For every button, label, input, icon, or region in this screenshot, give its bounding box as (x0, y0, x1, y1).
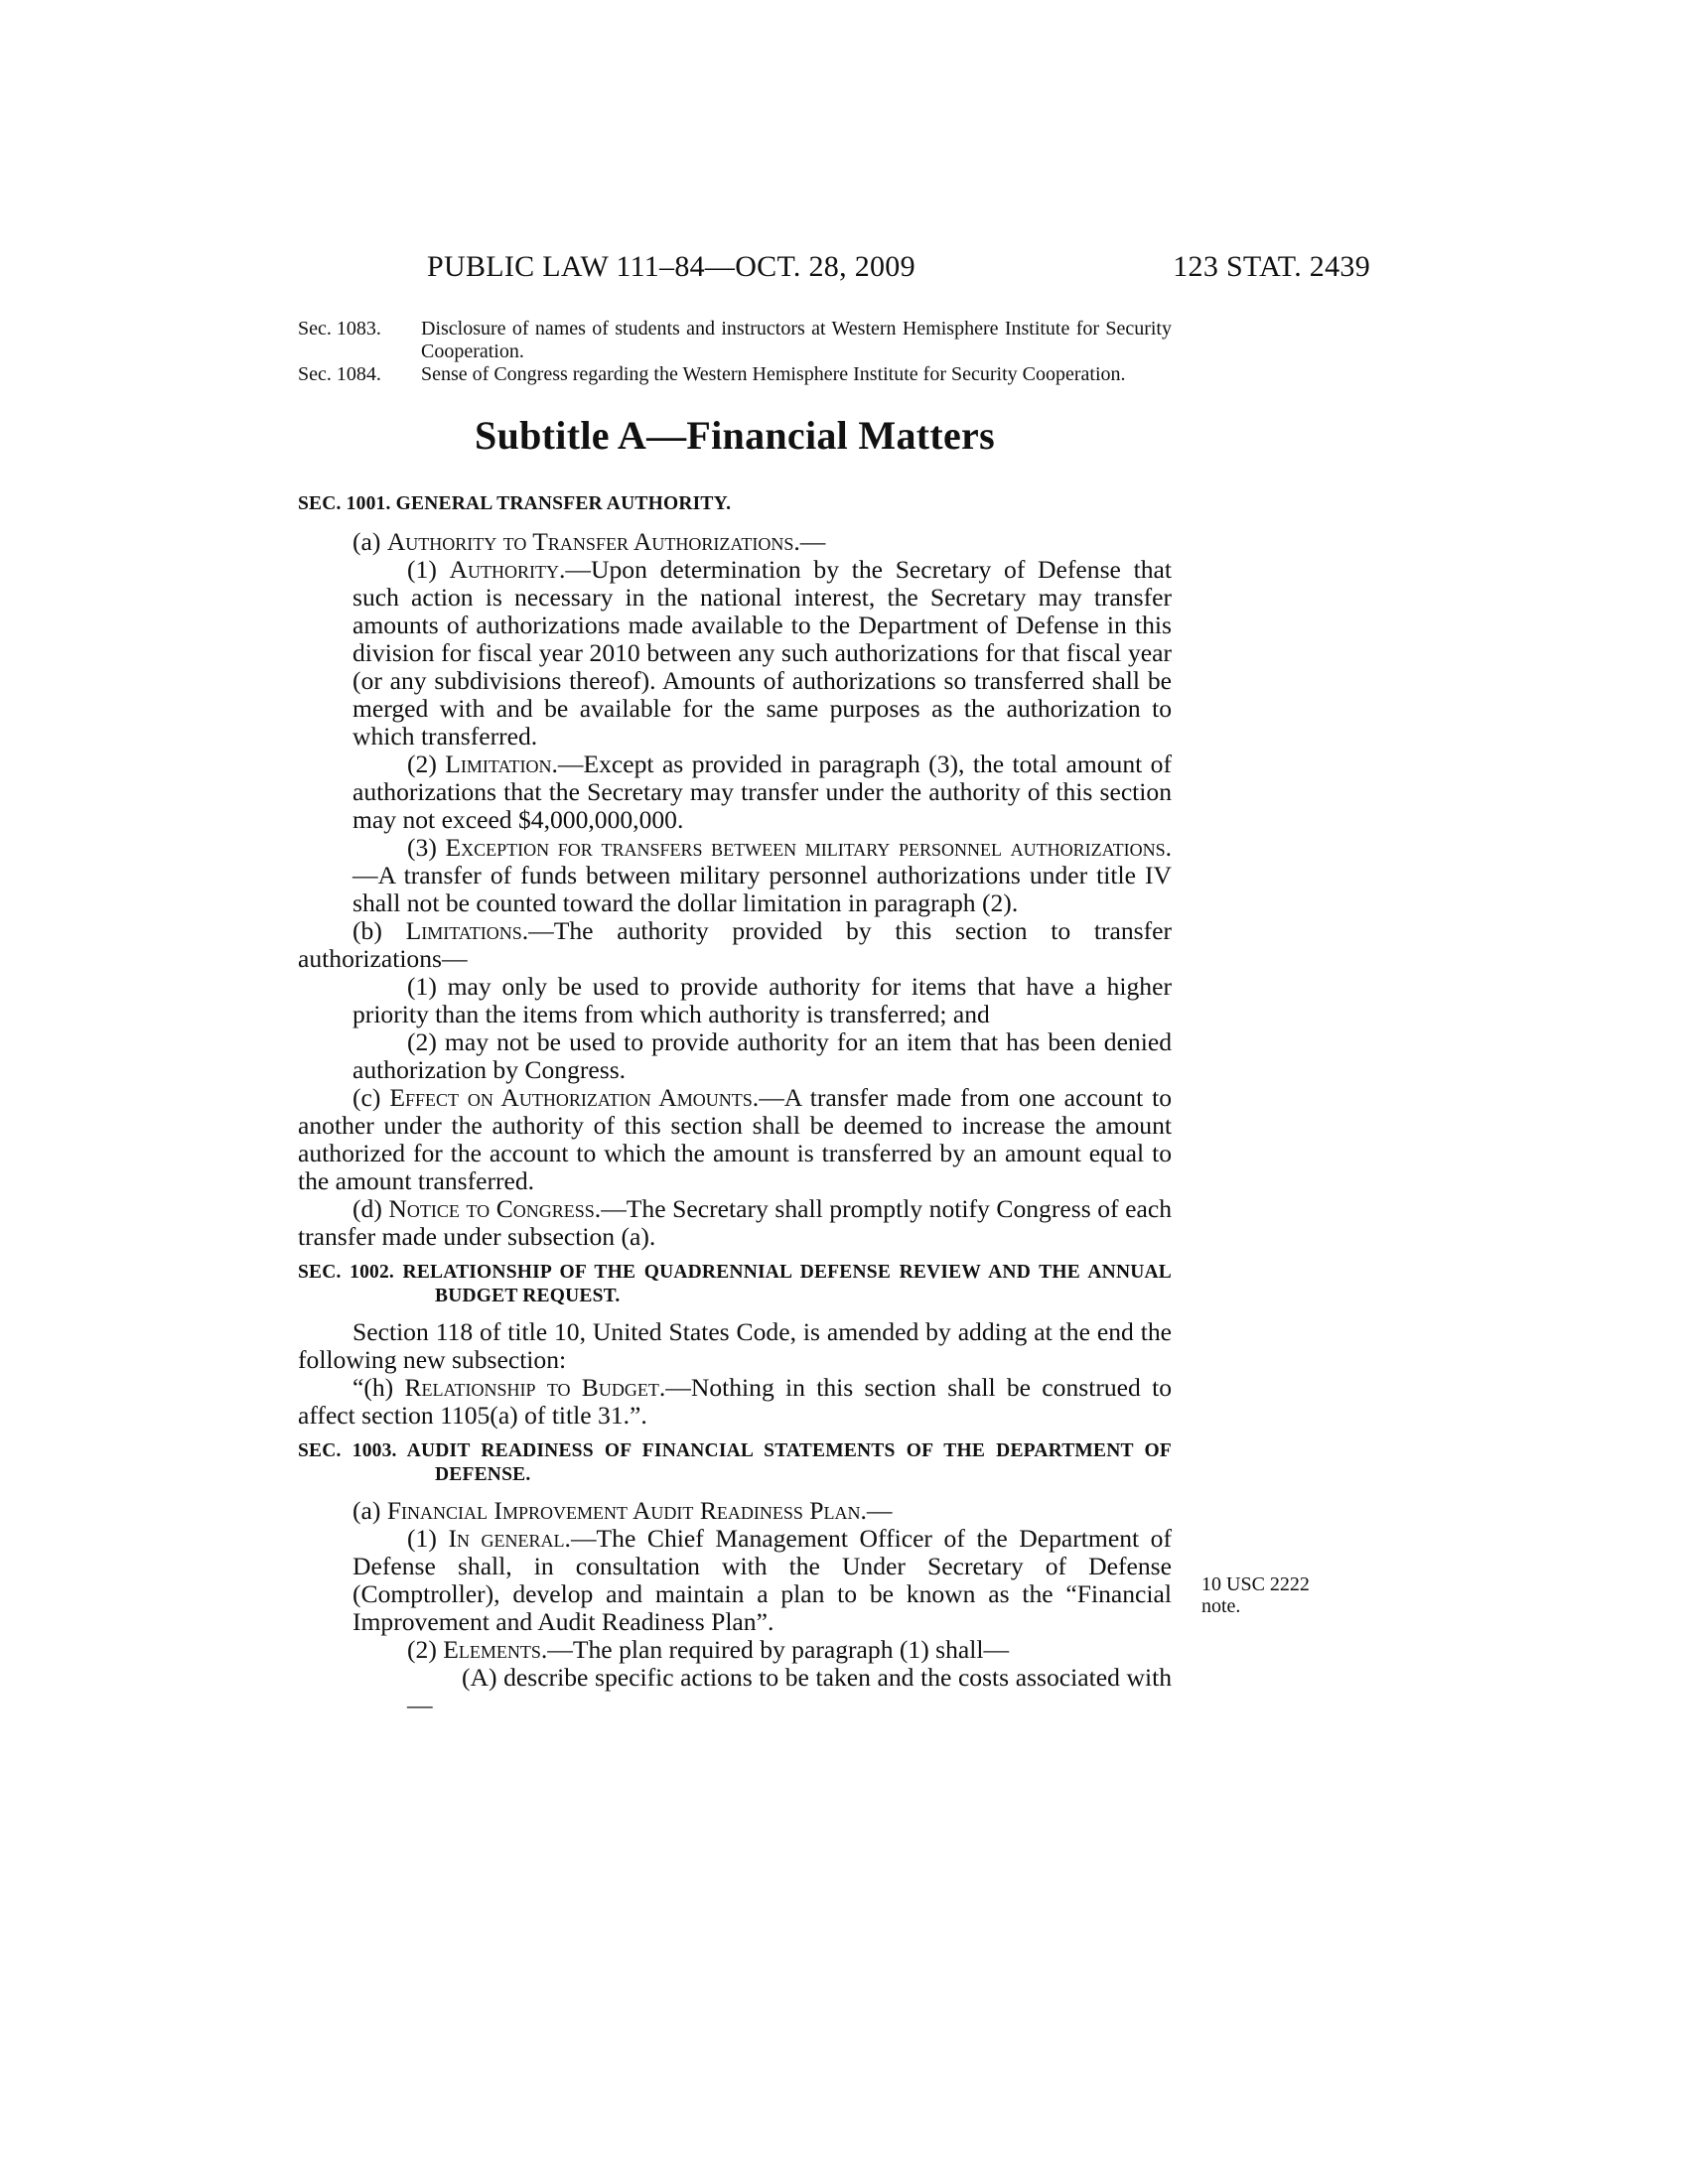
paragraph-caption: Limitation. (445, 750, 558, 778)
paragraph-a2: (2) Elements.—The plan required by paragraph (1) shall— (407, 1635, 1010, 1664)
toc-entry (298, 318, 1172, 363)
section-heading-1002: SEC. 1002. RELATIONSHIP OF THE QUADRENNIAL DEFENSE REVIEW AND THE ANNUAL BUDGET REQUEST. (298, 1262, 1172, 1306)
subsection-caption: Relationship to Budget. (404, 1373, 666, 1402)
subsection-b: (b) Limitations.—The authority provided by this section to transfer authorizations— (298, 916, 1173, 973)
subsection-caption: Limitations. (405, 916, 529, 945)
subtitle-heading: Subtitle A—Financial Matters (475, 413, 995, 458)
subsection-c: (c) Effect on Authorization Amounts.—A transfer made from one account to another under the authority of this section shall be deemed to increase the amount authorized for the account to which the amount is transferred by an amount equal to the amount transferred. (298, 1083, 1173, 1195)
paragraph-a2: (2) Limitation.—Except as provided in paragraph (3), the total amount of authorizations that the Secretary may transfer under the authority of this section may not exceed $4,000,000,000. (352, 750, 1172, 834)
paragraph-a1: (1) Authority.—Upon determination by the Secretary of Defense that such action is necessary in the national interest, the Secretary may transfer amounts of authorizations made available to the Department of Defense in this division for fiscal year 2010 between any such authorizations for that fiscal year (or any subdivisions thereof). Amounts of authorizations so transferred shall be merged with and be available for the same purposes as the authorization to which transferred. (352, 555, 1172, 751)
paragraph-caption: Exception for transfers between military personnel authorizations. (445, 833, 1172, 862)
paragraph-a1: (1) In general.—The Chief Management Officer of the Department of Defense shall, in consultation with the Under Secretary of Defense (Comptroller), develop and maintain a plan to be known as the “Financial Improvement and Audit Readiness Plan”. (352, 1524, 1172, 1636)
paragraph-b2: (2) may not be used to provide authority for an item that has been denied authorization by Congress. (352, 1027, 1172, 1084)
subsection-a: (a) Financial Improvement Audit Readiness Plan.— (352, 1496, 893, 1525)
subsection-d: (d) Notice to Congress.—The Secretary shall promptly notify Congress of each transfer made under subsection (a). (298, 1194, 1172, 1251)
body-text (298, 318, 1172, 1719)
paragraph-caption: Authority. (449, 555, 566, 584)
toc-entry (298, 363, 1172, 386)
running-head (298, 250, 1370, 290)
paragraph-b1: (1) may only be used to provide authority for items that have a higher priority than the items from which authority is transferred; and (352, 972, 1172, 1028)
toc-section-title: Sense of Congress regarding the Western Hemisphere Institute for Security Cooperation. (421, 363, 1126, 385)
subsection-a: (a) Authority to Transfer Authorizations.— (352, 527, 826, 556)
toc-section-title: Disclosure of names of students and instructors at Western Hemisphere Institute for Security Cooperation. (421, 318, 1172, 362)
subsection-caption: Effect on Authorization Amounts. (389, 1083, 760, 1112)
law-title: PUBLIC LAW 111–84—OCT. 28, 2009 (427, 250, 915, 283)
toc-section-number: Sec. 1084. (298, 363, 381, 385)
subsection-caption: Notice to Congress. (388, 1194, 602, 1223)
paragraph-a3: (3) Exception for transfers between military personnel authorizations.—A transfer of funds between military personnel authorizations under title IV shall not be counted toward the dollar limitation in paragraph (2). (352, 833, 1172, 917)
toc-section-number: Sec. 1083. (298, 318, 381, 340)
subsection-h: “(h) Relationship to Budget.—Nothing in this section shall be construed to affect section 1105(a) of title 31.”. (298, 1373, 1172, 1430)
paragraph-caption: Elements. (443, 1635, 548, 1664)
margin-note-usc-citation: 10 USC 2222 note. (1201, 1573, 1310, 1617)
section-1002-text: Section 118 of title 10, United States Code, is amended by adding at the end the following new subsection: (298, 1317, 1172, 1374)
paragraph-caption: In general. (448, 1524, 571, 1553)
section-heading-1001: SEC. 1001. GENERAL TRANSFER AUTHORITY. (298, 493, 732, 514)
subparagraph-A: (A) describe specific actions to be taken and the costs associated with— (407, 1663, 1172, 1719)
statute-page-number: 123 STAT. 2439 (1173, 250, 1370, 283)
section-heading-1003: SEC. 1003. AUDIT READINESS OF FINANCIAL STATEMENTS OF THE DEPARTMENT OF DEFENSE. (298, 1440, 1172, 1485)
subsection-caption: Financial Improvement Audit Readiness Plan.— (386, 1496, 893, 1525)
subsection-caption: Authority to Transfer Authorizations.— (386, 527, 826, 556)
